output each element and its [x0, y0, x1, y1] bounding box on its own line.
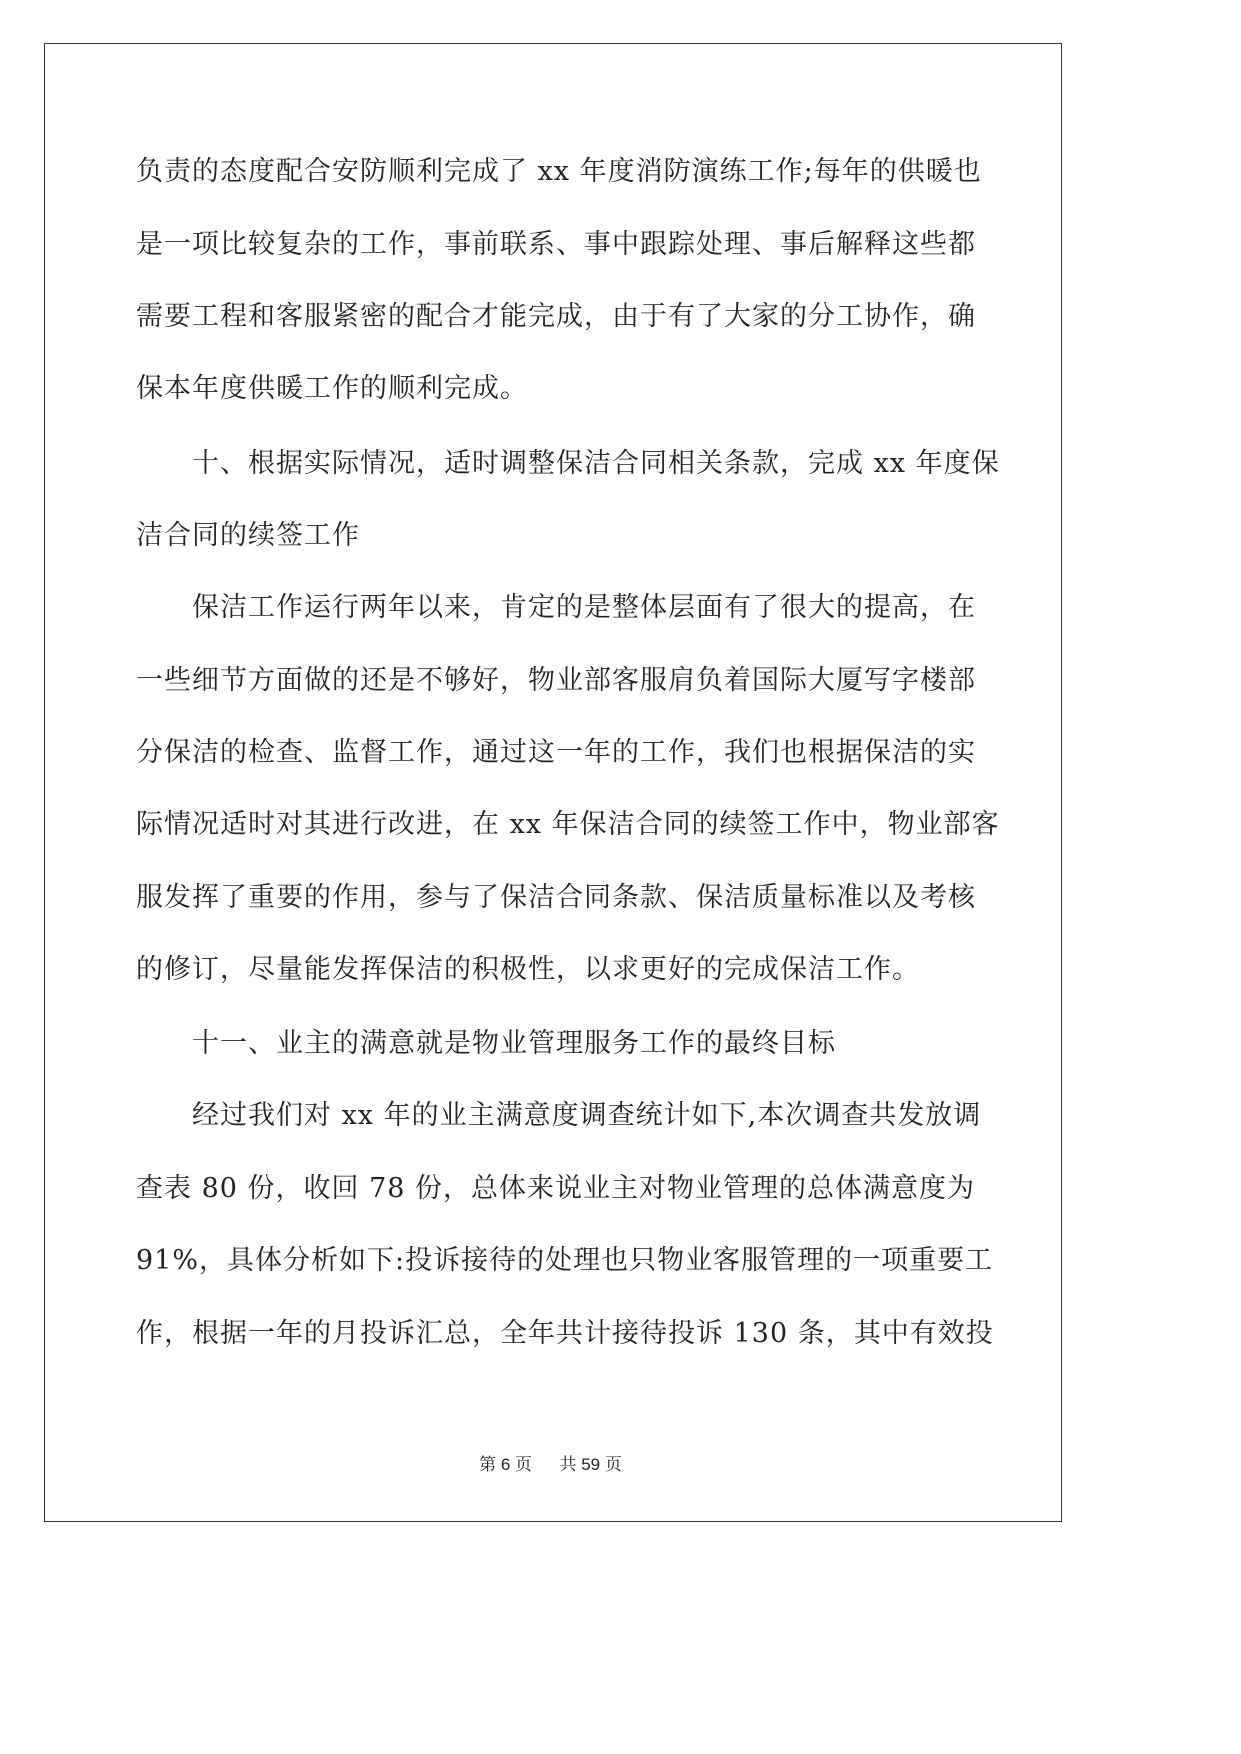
page-number: 第 6 页: [479, 1455, 533, 1474]
body-line: 是一项比较复杂的工作，事前联系、事中跟踪处理、事后解释这些都: [136, 229, 976, 260]
body-line: 负责的态度配合安防顺利完成了 xx 年度消防演练工作;每年的供暖也: [136, 156, 982, 187]
page-border: [44, 43, 1062, 1522]
body-line: 保本年度供暖工作的顺利完成。: [136, 373, 528, 404]
section-heading-line: 十一、业主的满意就是物业管理服务工作的最终目标: [192, 1028, 836, 1059]
body-line: 经过我们对 xx 年的业主满意度调查统计如下,本次调查共发放调: [192, 1100, 982, 1131]
section-heading-line: 洁合同的续签工作: [136, 520, 360, 551]
body-line: 际情况适时对其进行改进，在 xx 年保洁合同的续签工作中，物业部客: [136, 809, 1000, 840]
body-line: 需要工程和客服紧密的配合才能完成，由于有了大家的分工协作，确: [136, 301, 976, 332]
body-line: 的修订，尽量能发挥保洁的积极性，以求更好的完成保洁工作。: [136, 954, 920, 985]
body-line: 作，根据一年的月投诉汇总，全年共计接待投诉 130 条，其中有效投: [136, 1318, 994, 1349]
body-line: 保洁工作运行两年以来，肯定的是整体层面有了很大的提高，在: [192, 592, 976, 623]
body-line: 91%，具体分析如下:投诉接待的处理也只物业客服管理的一项重要工: [136, 1245, 994, 1276]
body-line: 查表 80 份，收回 78 份，总体来说业主对物业管理的总体满意度为: [136, 1173, 976, 1204]
body-line: 服发挥了重要的作用，参与了保洁合同条款、保洁质量标准以及考核: [136, 882, 976, 913]
section-heading-line: 十、根据实际情况，适时调整保洁合同相关条款，完成 xx 年度保: [192, 448, 1000, 479]
body-line: 一些细节方面做的还是不够好，物业部客服肩负着国际大厦写字楼部: [136, 665, 976, 696]
page-footer: [0, 1450, 1101, 1475]
body-line: 分保洁的检查、监督工作，通过这一年的工作，我们也根据保洁的实: [136, 737, 976, 768]
total-pages: 共 59 页: [559, 1455, 622, 1474]
